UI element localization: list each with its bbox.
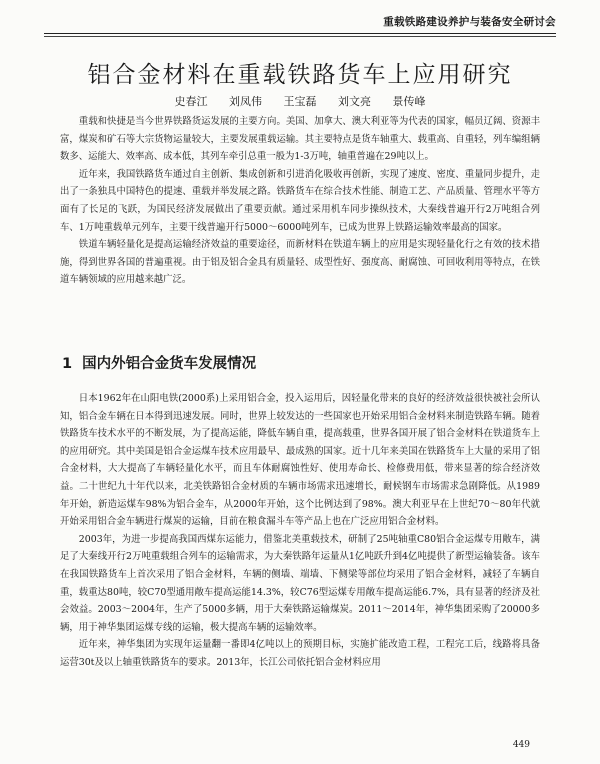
- author: 刘凤伟: [229, 95, 262, 108]
- section-text: [60, 390, 540, 672]
- author: 史春江: [174, 95, 208, 108]
- section-heading: [62, 352, 256, 373]
- running-head: 重载铁路建设养护与装备安全研讨会: [383, 16, 556, 28]
- section-number: 1: [62, 356, 73, 372]
- author: 景传峰: [392, 95, 426, 108]
- paragraph: 2003年，为进一步提高我国西煤东运能力，借鉴北美重载技术，研制了25吨轴重C80铝合金运煤专用敞车，满足了大秦线开行2万吨重载组合列车的运输需求，为大秦铁路年运量从1亿吨跃升到4亿吨提供了新型运输装备。该车在我国铁路货车上首次采用了铝合金材料，车辆的侧墙、端墙、下侧梁等部位均采用了铝合金材料，减轻了车辆自重，载重达80吨，较C70型通用敞车提高运能14.3%，较C76型运煤专用敞车提高运能6.7%，具有显著的经济及社会效益。2003～2004年，生产了5000多辆，用于大秦铁路运输煤炭。2011～2014年，神华集团采购了20000多辆，用于神华集团运煤专线的运输，极大提高车辆的运输效率。: [60, 533, 540, 633]
- paragraph: 近年来，神华集团为实现年运量翻一番即4亿吨以上的预期目标，实施扩能改造工程，工程完工后，线路将具备运营30t及以上轴重铁路货车的要求。2013年，长江公司依托铝合金材料应用: [60, 639, 540, 668]
- paragraph: 重载和快捷是当今世界铁路货运发展的主要方向。美国、加拿大、澳大利亚等为代表的国家，幅员辽阔、资源丰富，煤炭和矿石等大宗货物运量较大，主要发展重载运输。其主要特点是货车轴重大、载重高、自重轻，列车编组辆数多、运能大、效率高、成本低，其列车牵引总重一般为1-3万吨，轴重普遍在29吨以上。: [60, 116, 540, 163]
- paper-title: 铝合金材料在重载铁路货车上应用研究: [87, 62, 513, 88]
- author-list: [0, 93, 600, 109]
- page-number: 449: [512, 740, 530, 750]
- paragraph: 日本1962年在山阳电铁(2000系)上采用铝合金，投入运用后，因轻量化带来的良好的经济效益很快被社会所认知，铝合金车辆在日本得到迅速发展。同时，世界上较发达的一些国家也开始采用铝合金材料来制造铁路车辆。随着铁路货车技术水平的不断发展，为了提高运能，降低车辆自重，提高载重，世界各国开展了铝合金材料在铁道货车上的应用研究。其中美国是铝合金运煤车技术应用最早、最成熟的国家。近十几年来美国在铁路货车上大量的采用了铝合金材料，大大提高了车辆轻量化水平，而且车体耐腐蚀性好、使用寿命长、检修费用低，带来显著的综合经济效益。二十世纪九十年代以来，北美铁路铝合金材质的车辆市场需求迅速增长，耐候钢车市场需求急剧降低。从1989年开始，新造运煤车98%为铝合金车，从2000年开始，这个比例达到了98%。澳大利亚早在上世纪70～80年代就开始采用铝合金车辆进行煤炭的运输，目前在粮食漏斗车等产品上也在广泛应用铝合金材料。: [60, 393, 540, 528]
- author: 王宝磊: [283, 95, 317, 108]
- author: 刘文亮: [338, 95, 371, 108]
- intro-text: [60, 113, 540, 289]
- header-rule-thin: [44, 36, 556, 37]
- section-title: 国内外铝合金货车发展情况: [82, 356, 257, 372]
- paragraph: 铁道车辆轻量化是提高运输经济效益的重要途径，而新材料在铁道车辆上的应用是实现轻量化行之有效的技术措施，得到世界各国的普遍重视。由于铝及铝合金具有质量轻、成型性好、强度高、耐腐蚀、可回收利用等特点，在铁道车辆领域的应用越来越广泛。: [60, 239, 540, 286]
- header-rule: [44, 33, 556, 34]
- paragraph: 近年来，我国铁路货车通过自主创新、集成创新和引进消化吸收再创新，实现了速度、密度、重量同步提升，走出了一条独具中国特色的提速、重载并举发展之路。铁路货车在综合技术性能、制造工艺、产品质量、管理水平等方面有了长足的飞跃，为国民经济发展做出了重要贡献。通过采用机车同步操纵技术，大秦线普遍开行2万吨组合列车、1万吨重载单元列车，主要干线普遍开行5000～6000吨列车，已成为世界上铁路运输效率最高的国家。: [60, 168, 540, 233]
